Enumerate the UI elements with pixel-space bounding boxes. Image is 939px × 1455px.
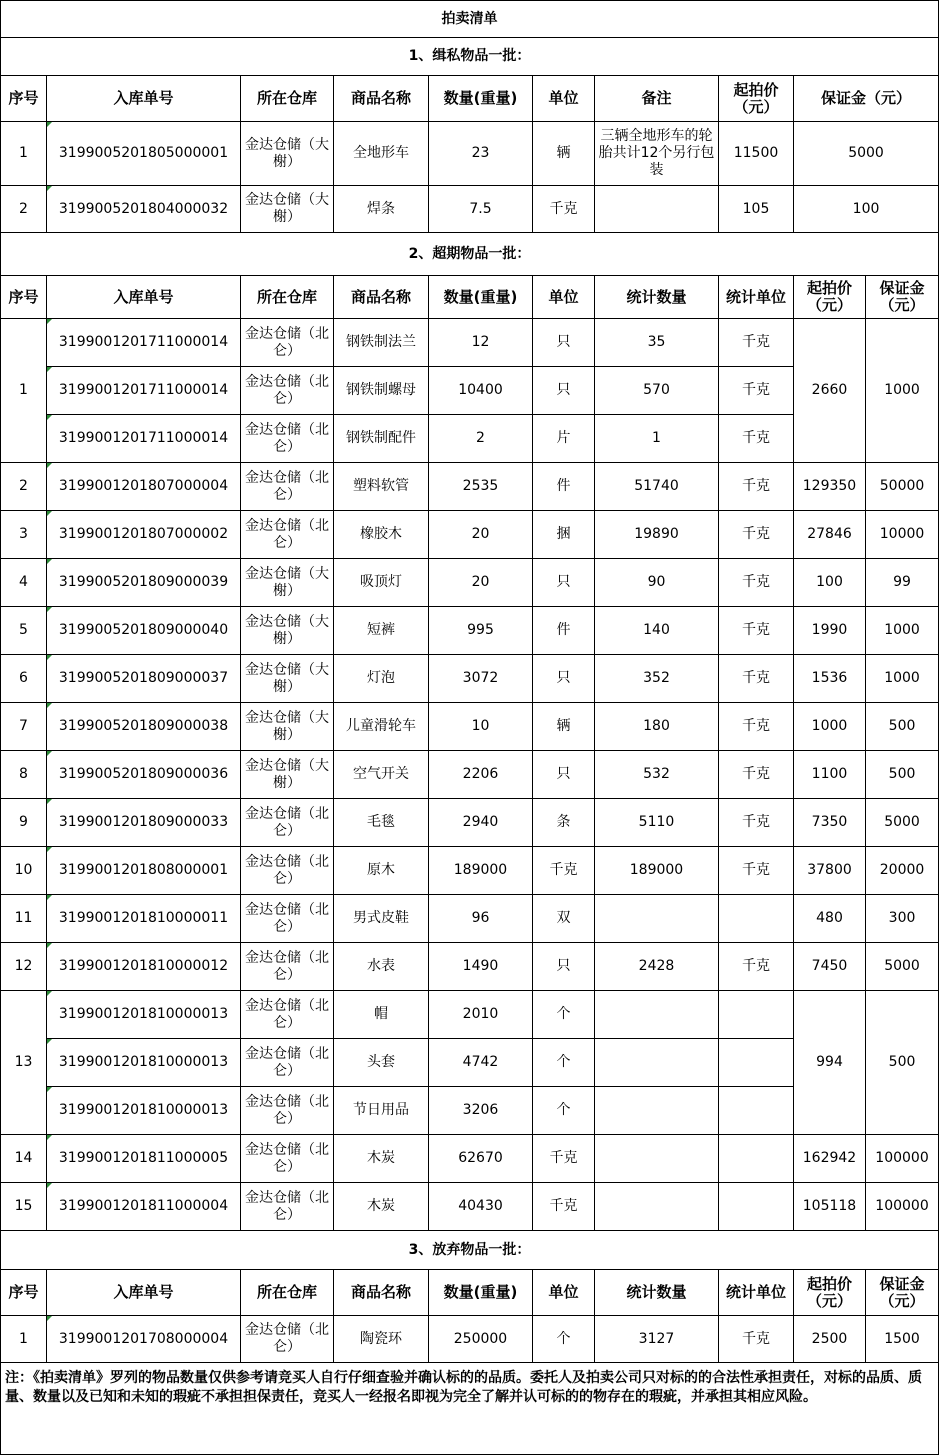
column-header: 起拍价（元） bbox=[794, 276, 866, 319]
warehouse: 金达仓储（北仑） bbox=[241, 1183, 334, 1231]
receipt-number: 3199005201809000036 bbox=[47, 751, 241, 799]
page-title: 拍卖清单 bbox=[1, 1, 939, 38]
warehouse: 金达仓储（北仑） bbox=[241, 367, 334, 415]
stat-quantity bbox=[595, 895, 719, 943]
row-number: 8 bbox=[1, 751, 47, 799]
starting-price: 37800 bbox=[794, 847, 866, 895]
column-header: 统计单位 bbox=[719, 1270, 794, 1316]
warehouse: 金达仓储（大榭） bbox=[241, 607, 334, 655]
receipt-number: 3199001201807000002 bbox=[47, 511, 241, 559]
warehouse: 金达仓储（北仑） bbox=[241, 463, 334, 511]
warehouse: 金达仓储（北仑） bbox=[241, 991, 334, 1039]
quantity: 2010 bbox=[429, 991, 533, 1039]
unit: 只 bbox=[533, 943, 595, 991]
no: 1 bbox=[1, 1316, 47, 1363]
row-number: 5 bbox=[1, 607, 47, 655]
deposit: 1000 bbox=[866, 607, 939, 655]
quantity: 189000 bbox=[429, 847, 533, 895]
stat-qty: 3127 bbox=[595, 1316, 719, 1363]
column-header: 保证金（元） bbox=[866, 1270, 939, 1316]
stat-unit: 千克 bbox=[719, 847, 794, 895]
table-row bbox=[1, 319, 939, 367]
item-name: 钢铁制螺母 bbox=[334, 367, 429, 415]
deposit: 50000 bbox=[866, 463, 939, 511]
item-name: 木炭 bbox=[334, 1183, 429, 1231]
stat-unit bbox=[719, 1039, 794, 1087]
remark bbox=[595, 186, 719, 233]
stat-quantity: 532 bbox=[595, 751, 719, 799]
column-header: 数量(重量) bbox=[429, 1270, 533, 1316]
quantity: 7.5 bbox=[429, 186, 533, 233]
unit: 双 bbox=[533, 895, 595, 943]
quantity: 4742 bbox=[429, 1039, 533, 1087]
stat-unit: 千克 bbox=[719, 751, 794, 799]
stat-unit: 千克 bbox=[719, 655, 794, 703]
stat-quantity: 570 bbox=[595, 367, 719, 415]
quantity: 2206 bbox=[429, 751, 533, 799]
unit: 个 bbox=[533, 991, 595, 1039]
receipt-number: 3199001201810000012 bbox=[47, 943, 241, 991]
item-name: 吸顶灯 bbox=[334, 559, 429, 607]
deposit: 1500 bbox=[866, 1316, 939, 1363]
stat-unit: 千克 bbox=[719, 943, 794, 991]
unit: 只 bbox=[533, 367, 595, 415]
stat-unit: 千克 bbox=[719, 463, 794, 511]
column-header: 商品名称 bbox=[334, 1270, 429, 1316]
stat-unit: 千克 bbox=[719, 1316, 794, 1363]
stat-quantity: 19890 bbox=[595, 511, 719, 559]
stat-quantity: 140 bbox=[595, 607, 719, 655]
header-row bbox=[1, 76, 939, 122]
unit: 件 bbox=[533, 463, 595, 511]
stat-quantity bbox=[595, 1135, 719, 1183]
starting-price: 480 bbox=[794, 895, 866, 943]
item-name: 毛毯 bbox=[334, 799, 429, 847]
row-number: 6 bbox=[1, 655, 47, 703]
column-header: 入库单号 bbox=[47, 1270, 241, 1316]
row-number: 13 bbox=[1, 991, 47, 1135]
column-header: 数量(重量) bbox=[429, 76, 533, 122]
table-row bbox=[1, 1135, 939, 1183]
warehouse: 金达仓储（北仑） bbox=[241, 415, 334, 463]
unit: 千克 bbox=[533, 1135, 595, 1183]
warehouse: 金达仓储（北仑） bbox=[241, 1087, 334, 1135]
column-header: 备注 bbox=[595, 76, 719, 122]
receipt-number: 3199001201807000004 bbox=[47, 463, 241, 511]
warehouse: 金达仓储（大榭） bbox=[241, 559, 334, 607]
starting-price: 129350 bbox=[794, 463, 866, 511]
section-title-row bbox=[1, 1231, 939, 1270]
stat-quantity: 180 bbox=[595, 703, 719, 751]
warehouse: 金达仓储（大榭） bbox=[241, 122, 334, 186]
section-title-row bbox=[1, 233, 939, 276]
disclaimer-note: 注：《拍卖清单》罗列的物品数量仅供参考请竞买人自行仔细查验并确认标的的品质。委托人及拍卖公司只对标的的合法性承担责任，对标的品质、质量、数量以及已知和未知的瑕疵不承担担保责任，竞买人一经报名即视为完全了解并认可标的的物存在的瑕疵，并承担其相应风险。 bbox=[1, 1363, 939, 1455]
receipt-number: 3199001201809000033 bbox=[47, 799, 241, 847]
column-header: 序号 bbox=[1, 76, 47, 122]
receipt-number: 3199001201711000014 bbox=[47, 367, 241, 415]
receipt-number: 3199001201811000004 bbox=[47, 1183, 241, 1231]
deposit: 1000 bbox=[866, 319, 939, 463]
starting-price: 2660 bbox=[794, 319, 866, 463]
column-header: 所在仓库 bbox=[241, 1270, 334, 1316]
warehouse: 金达仓储（北仑） bbox=[241, 1039, 334, 1087]
receipt-number: 3199005201804000032 bbox=[47, 186, 241, 233]
table-row bbox=[1, 463, 939, 511]
receipt-number: 3199001201811000005 bbox=[47, 1135, 241, 1183]
receipt-number: 3199005201809000037 bbox=[47, 655, 241, 703]
row-number: 9 bbox=[1, 799, 47, 847]
remark: 三辆全地形车的轮胎共计12个另行包装 bbox=[595, 122, 719, 186]
column-header: 起拍价（元） bbox=[719, 76, 794, 122]
unit: 件 bbox=[533, 607, 595, 655]
price: 2500 bbox=[794, 1316, 866, 1363]
table-row bbox=[1, 655, 939, 703]
item-name: 空气开关 bbox=[334, 751, 429, 799]
item-name: 木炭 bbox=[334, 1135, 429, 1183]
quantity: 3072 bbox=[429, 655, 533, 703]
unit: 千克 bbox=[533, 847, 595, 895]
unit: 个 bbox=[533, 1039, 595, 1087]
warehouse: 金达仓储（大榭） bbox=[241, 751, 334, 799]
receipt-number: 3199005201805000001 bbox=[47, 122, 241, 186]
stat-unit: 千克 bbox=[719, 511, 794, 559]
unit: 条 bbox=[533, 799, 595, 847]
item-name: 水表 bbox=[334, 943, 429, 991]
column-header: 序号 bbox=[1, 276, 47, 319]
item-name: 塑料软管 bbox=[334, 463, 429, 511]
row-number: 2 bbox=[1, 463, 47, 511]
quantity: 10400 bbox=[429, 367, 533, 415]
receipt-number: 3199001201810000011 bbox=[47, 895, 241, 943]
quantity: 96 bbox=[429, 895, 533, 943]
stat-unit: 千克 bbox=[719, 799, 794, 847]
quantity: 62670 bbox=[429, 1135, 533, 1183]
receipt-number: 3199001201810000013 bbox=[47, 1087, 241, 1135]
item-name: 灯泡 bbox=[334, 655, 429, 703]
warehouse: 金达仓储（北仑） bbox=[241, 895, 334, 943]
table-row bbox=[1, 186, 939, 233]
item-name: 头套 bbox=[334, 1039, 429, 1087]
receipt-number: 3199001201711000014 bbox=[47, 319, 241, 367]
receipt-number: 3199001201711000014 bbox=[47, 415, 241, 463]
warehouse: 金达仓储（北仑） bbox=[241, 847, 334, 895]
deposit: 20000 bbox=[866, 847, 939, 895]
row-number: 10 bbox=[1, 847, 47, 895]
table-row bbox=[1, 1316, 939, 1363]
deposit: 100000 bbox=[866, 1183, 939, 1231]
starting-price: 7450 bbox=[794, 943, 866, 991]
column-header: 序号 bbox=[1, 1270, 47, 1316]
receipt-number: 3199001201810000013 bbox=[47, 1039, 241, 1087]
starting-price: 105 bbox=[719, 186, 794, 233]
receipt: 3199001201708000004 bbox=[47, 1316, 241, 1363]
stat-quantity: 1 bbox=[595, 415, 719, 463]
warehouse: 金达仓储（大榭） bbox=[241, 186, 334, 233]
stat-unit: 千克 bbox=[719, 607, 794, 655]
stat-quantity bbox=[595, 991, 719, 1039]
deposit: 500 bbox=[866, 991, 939, 1135]
warehouse: 金达仓储（北仑） bbox=[241, 799, 334, 847]
quantity: 2535 bbox=[429, 463, 533, 511]
item-name: 男式皮鞋 bbox=[334, 895, 429, 943]
starting-price: 1000 bbox=[794, 703, 866, 751]
stat-unit bbox=[719, 895, 794, 943]
unit: 只 bbox=[533, 655, 595, 703]
stat-quantity bbox=[595, 1039, 719, 1087]
item-name: 帽 bbox=[334, 991, 429, 1039]
deposit: 5000 bbox=[794, 122, 939, 186]
quantity: 3206 bbox=[429, 1087, 533, 1135]
receipt-number: 3199005201809000038 bbox=[47, 703, 241, 751]
quantity: 2940 bbox=[429, 799, 533, 847]
column-header: 入库单号 bbox=[47, 276, 241, 319]
warehouse: 金达仓储（北仑） bbox=[241, 511, 334, 559]
deposit: 100 bbox=[794, 186, 939, 233]
column-header: 所在仓库 bbox=[241, 276, 334, 319]
unit: 个 bbox=[533, 1087, 595, 1135]
starting-price: 7350 bbox=[794, 799, 866, 847]
stat-unit bbox=[719, 1183, 794, 1231]
column-header: 保证金（元） bbox=[866, 276, 939, 319]
qty: 250000 bbox=[429, 1316, 533, 1363]
column-header: 单位 bbox=[533, 1270, 595, 1316]
starting-price: 1100 bbox=[794, 751, 866, 799]
quantity: 20 bbox=[429, 559, 533, 607]
table-row bbox=[1, 122, 939, 186]
section-title: 1、缉私物品一批： bbox=[1, 38, 939, 76]
stat-quantity: 2428 bbox=[595, 943, 719, 991]
row-number: 7 bbox=[1, 703, 47, 751]
table-row bbox=[1, 847, 939, 895]
item-name: 短裤 bbox=[334, 607, 429, 655]
stat-unit bbox=[719, 991, 794, 1039]
row-number: 1 bbox=[1, 122, 47, 186]
starting-price: 1536 bbox=[794, 655, 866, 703]
quantity: 40430 bbox=[429, 1183, 533, 1231]
deposit: 5000 bbox=[866, 799, 939, 847]
column-header: 统计单位 bbox=[719, 276, 794, 319]
deposit: 500 bbox=[866, 751, 939, 799]
unit: 只 bbox=[533, 559, 595, 607]
stat-unit: 千克 bbox=[719, 703, 794, 751]
unit: 只 bbox=[533, 319, 595, 367]
warehouse: 金达仓储（北仑） bbox=[241, 1135, 334, 1183]
deposit: 10000 bbox=[866, 511, 939, 559]
column-header: 所在仓库 bbox=[241, 76, 334, 122]
item-name: 原木 bbox=[334, 847, 429, 895]
starting-price: 105118 bbox=[794, 1183, 866, 1231]
quantity: 2 bbox=[429, 415, 533, 463]
warehouse: 金达仓储（北仑） bbox=[241, 319, 334, 367]
row-number: 1 bbox=[1, 319, 47, 463]
section-title: 2、超期物品一批： bbox=[1, 233, 939, 276]
item-name: 焊条 bbox=[334, 186, 429, 233]
stat-quantity: 51740 bbox=[595, 463, 719, 511]
stat-unit: 千克 bbox=[719, 367, 794, 415]
stat-quantity bbox=[595, 1183, 719, 1231]
table-row bbox=[1, 607, 939, 655]
table-row bbox=[1, 703, 939, 751]
item-name: 钢铁制配件 bbox=[334, 415, 429, 463]
stat-quantity: 35 bbox=[595, 319, 719, 367]
row-number: 11 bbox=[1, 895, 47, 943]
row-number: 14 bbox=[1, 1135, 47, 1183]
deposit: 300 bbox=[866, 895, 939, 943]
column-header: 商品名称 bbox=[334, 76, 429, 122]
warehouse: 金达仓储（北仑） bbox=[241, 943, 334, 991]
stat-quantity: 352 bbox=[595, 655, 719, 703]
receipt-number: 3199001201810000013 bbox=[47, 991, 241, 1039]
column-header: 单位 bbox=[533, 76, 595, 122]
unit: 千克 bbox=[533, 1183, 595, 1231]
row-number: 3 bbox=[1, 511, 47, 559]
table-row bbox=[1, 991, 939, 1039]
quantity: 23 bbox=[429, 122, 533, 186]
receipt-number: 3199005201809000039 bbox=[47, 559, 241, 607]
table-row bbox=[1, 1183, 939, 1231]
unit: 只 bbox=[533, 751, 595, 799]
column-header: 起拍价（元） bbox=[794, 1270, 866, 1316]
warehouse: 金达仓储（大榭） bbox=[241, 655, 334, 703]
row-number: 15 bbox=[1, 1183, 47, 1231]
table-row bbox=[1, 511, 939, 559]
unit: 个 bbox=[533, 1316, 595, 1363]
table-row bbox=[1, 751, 939, 799]
deposit: 100000 bbox=[866, 1135, 939, 1183]
note-row bbox=[1, 1363, 939, 1455]
deposit: 500 bbox=[866, 703, 939, 751]
unit: 片 bbox=[533, 415, 595, 463]
unit: 千克 bbox=[533, 186, 595, 233]
column-header: 入库单号 bbox=[47, 76, 241, 122]
stat-quantity: 90 bbox=[595, 559, 719, 607]
table-row bbox=[1, 943, 939, 991]
item-name: 橡胶木 bbox=[334, 511, 429, 559]
row-number: 4 bbox=[1, 559, 47, 607]
column-header: 单位 bbox=[533, 276, 595, 319]
deposit: 1000 bbox=[866, 655, 939, 703]
stat-unit: 千克 bbox=[719, 559, 794, 607]
header-row bbox=[1, 276, 939, 319]
starting-price: 100 bbox=[794, 559, 866, 607]
stat-unit bbox=[719, 1135, 794, 1183]
column-header: 商品名称 bbox=[334, 276, 429, 319]
stat-unit: 千克 bbox=[719, 415, 794, 463]
starting-price: 11500 bbox=[719, 122, 794, 186]
deposit: 99 bbox=[866, 559, 939, 607]
name: 陶瓷环 bbox=[334, 1316, 429, 1363]
column-header: 统计数量 bbox=[595, 276, 719, 319]
starting-price: 1990 bbox=[794, 607, 866, 655]
item-name: 钢铁制法兰 bbox=[334, 319, 429, 367]
column-header: 数量(重量) bbox=[429, 276, 533, 319]
table-row bbox=[1, 559, 939, 607]
unit: 捆 bbox=[533, 511, 595, 559]
stat-quantity: 5110 bbox=[595, 799, 719, 847]
row-number: 12 bbox=[1, 943, 47, 991]
warehouse: 金达仓储（北仑） bbox=[241, 1316, 334, 1363]
quantity: 995 bbox=[429, 607, 533, 655]
stat-unit: 千克 bbox=[719, 319, 794, 367]
starting-price: 162942 bbox=[794, 1135, 866, 1183]
stat-quantity: 189000 bbox=[595, 847, 719, 895]
quantity: 10 bbox=[429, 703, 533, 751]
item-name: 节日用品 bbox=[334, 1087, 429, 1135]
quantity: 12 bbox=[429, 319, 533, 367]
unit: 辆 bbox=[533, 703, 595, 751]
table-row bbox=[1, 799, 939, 847]
stat-unit bbox=[719, 1087, 794, 1135]
item-name: 全地形车 bbox=[334, 122, 429, 186]
quantity: 1490 bbox=[429, 943, 533, 991]
section-title: 3、放弃物品一批： bbox=[1, 1231, 939, 1270]
receipt-number: 3199005201809000040 bbox=[47, 607, 241, 655]
deposit: 5000 bbox=[866, 943, 939, 991]
item-name: 儿童滑轮车 bbox=[334, 703, 429, 751]
warehouse: 金达仓储（大榭） bbox=[241, 703, 334, 751]
table-row bbox=[1, 895, 939, 943]
starting-price: 994 bbox=[794, 991, 866, 1135]
column-header: 保证金（元） bbox=[794, 76, 939, 122]
unit: 辆 bbox=[533, 122, 595, 186]
section-title-row bbox=[1, 38, 939, 76]
stat-quantity bbox=[595, 1087, 719, 1135]
column-header: 统计数量 bbox=[595, 1270, 719, 1316]
starting-price: 27846 bbox=[794, 511, 866, 559]
receipt-number: 3199001201808000001 bbox=[47, 847, 241, 895]
quantity: 20 bbox=[429, 511, 533, 559]
row-number: 2 bbox=[1, 186, 47, 233]
header-row bbox=[1, 1270, 939, 1316]
